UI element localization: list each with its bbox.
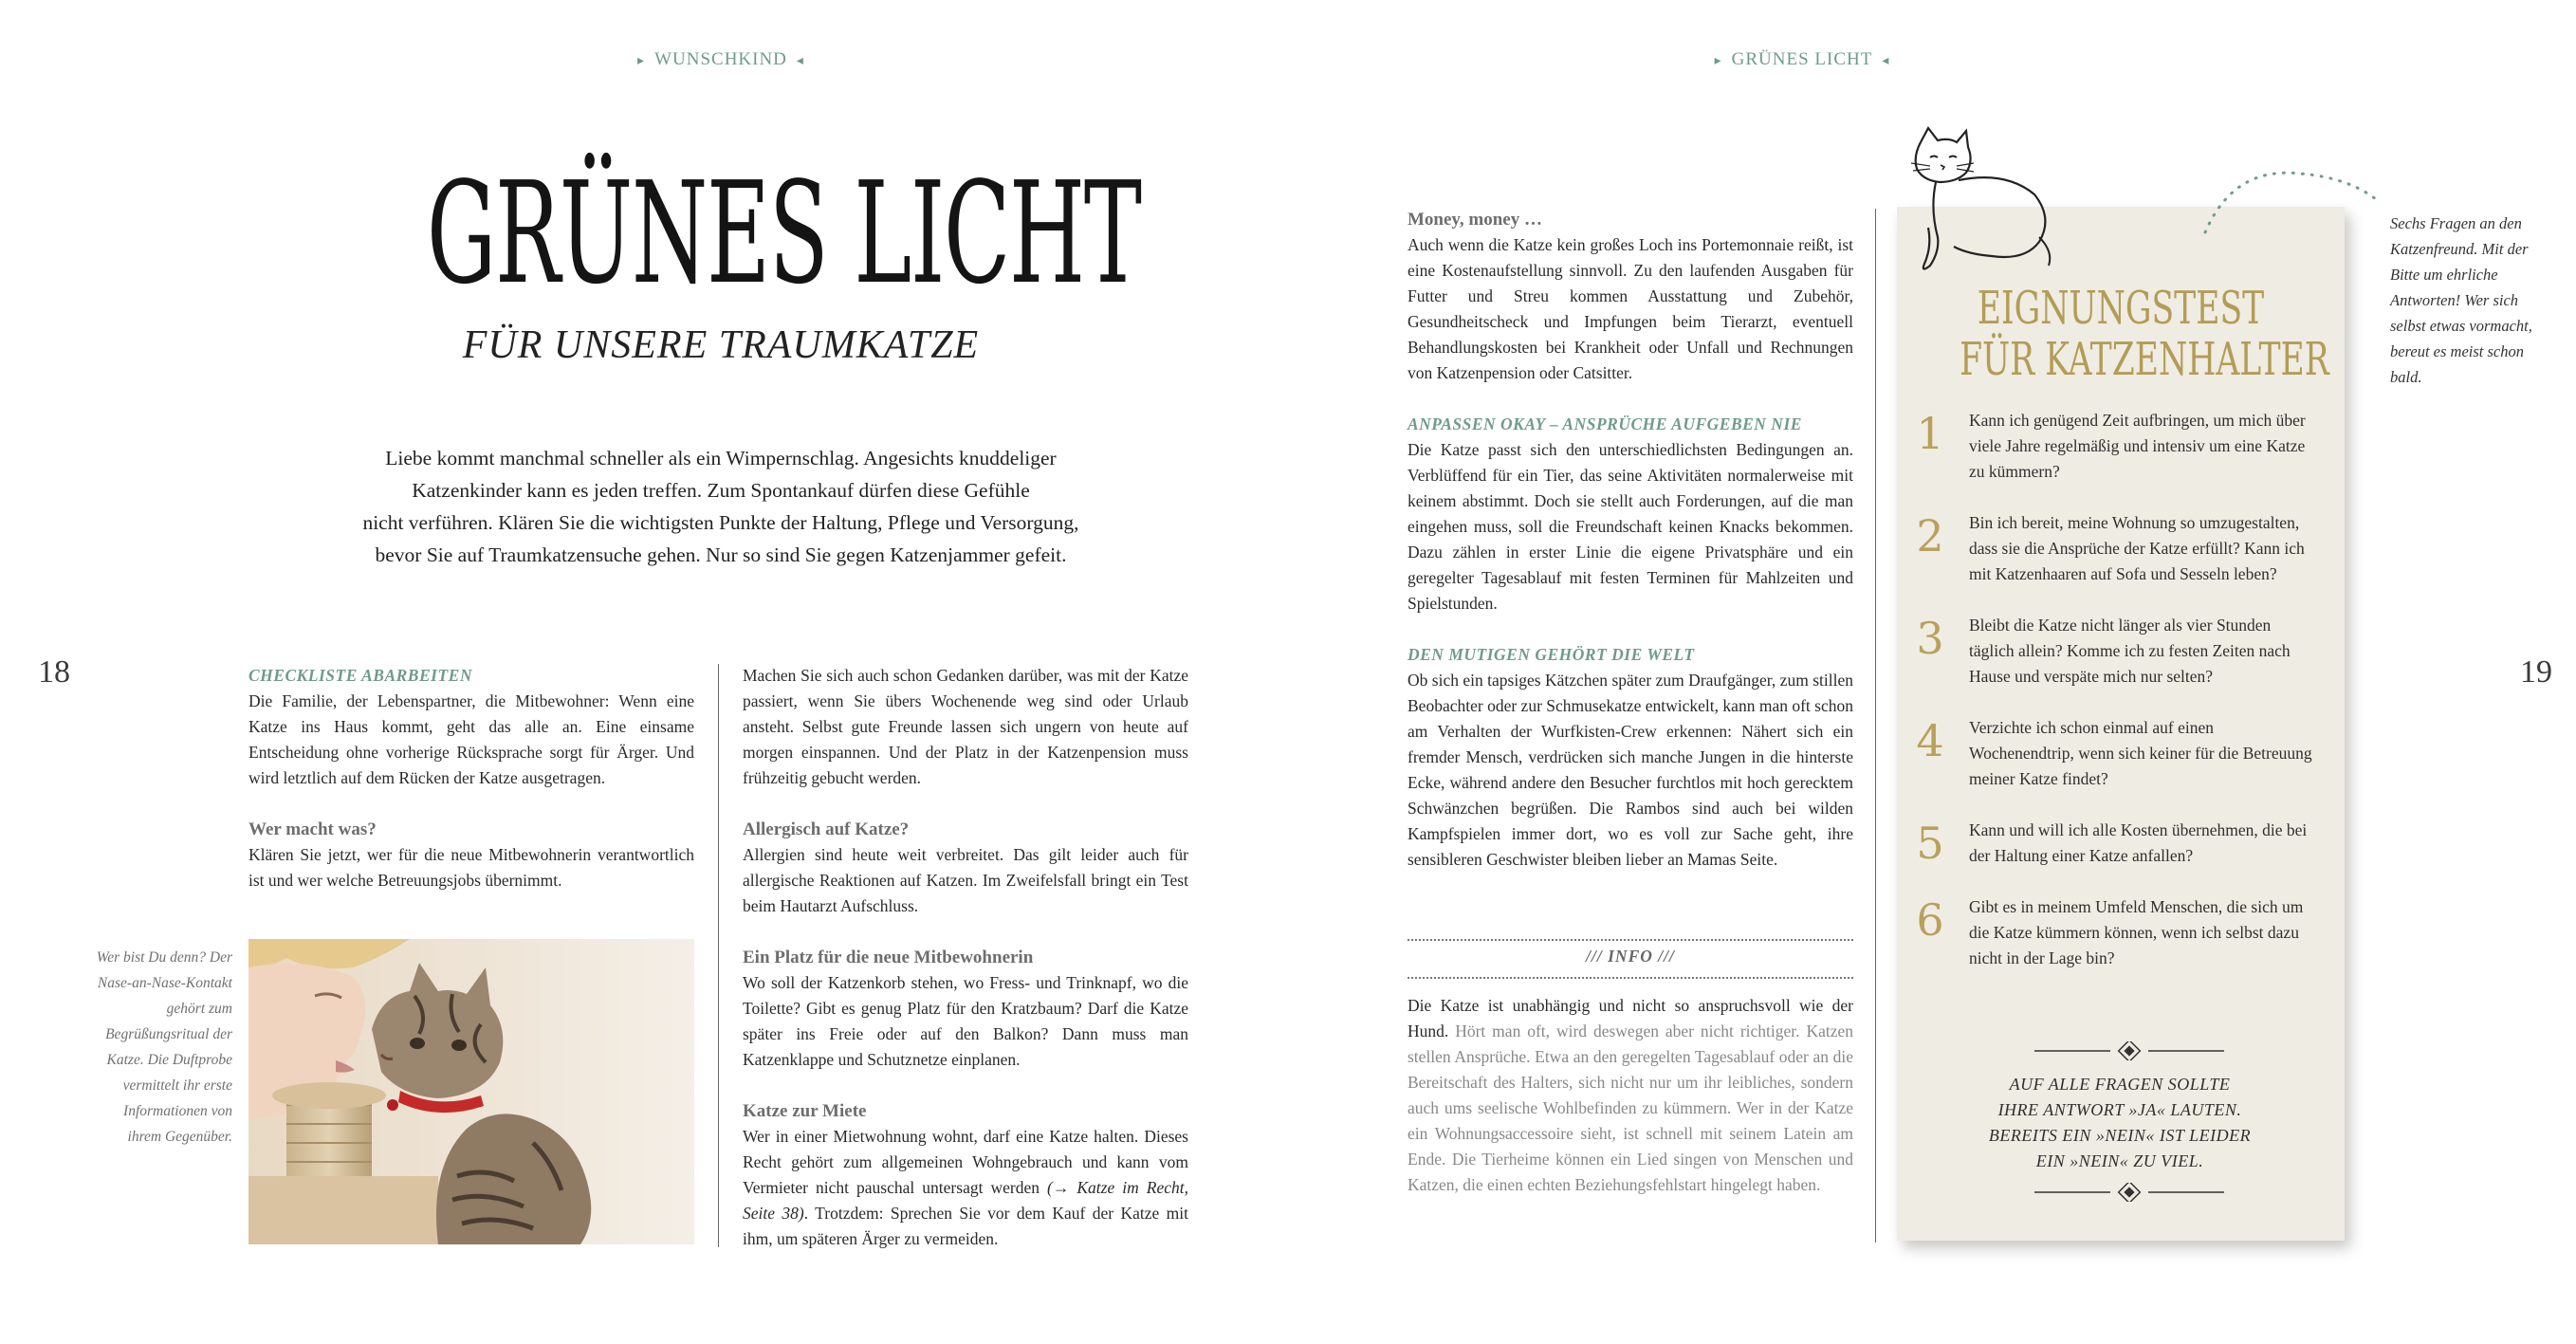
section-heading: ANPASSEN OKAY – ANSPRÜCHE AUFGEBEN NIE	[1408, 414, 1802, 433]
photo-caption: Wer bist Du denn? Der Nase-an-Nase-Kontakt gehört zum Begrüßungsritual der Katze. Die Duftprobe vermittelt ihr erste Informationen von ihrem Gegenüber.	[96, 949, 232, 1145]
answer-line: BEREITS EIN »NEIN« IST LEIDER	[1988, 1126, 2252, 1145]
intro-line: Katzenkinder kann es jeden treffen. Zum Spontankauf dürfen diese Gefühle	[412, 479, 1030, 502]
question-item	[1906, 894, 2333, 971]
triangle-right-icon: ▸	[637, 54, 646, 68]
cat-sketch-icon	[1902, 123, 2063, 275]
diamond-ornament-icon	[2034, 1041, 2224, 1060]
triangle-left-icon: ◂	[1882, 54, 1890, 68]
info-rule-top	[1408, 939, 1853, 941]
ornament-divider-top	[2034, 1041, 2224, 1060]
answer-line: AUF ALLE FRAGEN SOLLTE	[2009, 1075, 2231, 1094]
question-item	[1906, 613, 2333, 690]
question-text: Bin ich bereit, meine Wohnung so umzugestalten, dass sie die Ansprüche der Katze erfüllt? Kann ich mit Katzenhaaren auf Sofa und Sesseln leben?	[1969, 513, 2305, 583]
section-text: Machen Sie sich auch schon Gedanken darüber, was mit der Katze passiert, wenn Sie übers Wochenende weg sind oder Urlaub ansteht. Selbst gute Freunde lassen sich ungern von heute auf morgen einspannen. Und der Platz in der Katzenpension muss frühzeitig gebucht werden.	[743, 666, 1188, 787]
intro-line: bevor Sie auf Traumkatzensuche gehen. Nur so sind Sie gegen Katzenjammer gefeit.	[375, 543, 1067, 566]
intro-line: nicht verführen. Klären Sie die wichtigsten Punkte der Haltung, Pflege und Versorgung,	[362, 511, 1079, 534]
dotted-arrow-icon	[2196, 156, 2385, 242]
left-column-1	[248, 663, 694, 919]
diamond-ornament-icon	[2034, 1183, 2224, 1202]
cat-photo	[248, 939, 694, 1244]
question-number: 2	[1916, 510, 1944, 562]
question-list	[1906, 408, 2333, 997]
section-heading: DEN MUTIGEN GEHÖRT DIE WELT	[1408, 645, 1695, 664]
question-number: 4	[1916, 715, 1944, 766]
intro-paragraph	[285, 442, 1157, 571]
question-number: 3	[1916, 613, 1944, 664]
section-heading: CHECKLISTE ABARBEITEN	[248, 666, 472, 685]
question-item	[1906, 715, 2333, 792]
question-item	[1906, 510, 2333, 587]
section-text: Ob sich ein tapsiges Kätzchen später zum Draufgänger, zum stillen Beobachter oder zur Schmusekatze entwickelt, kann man oft schon am Verhalten der Wurfkisten-Crew erkennen: Nähert sich ein fremder Mensch, verdrücken sich manche Jungen in die hinterste Ecke, während andere den Besucher furchtlos mit hoch gerecktem Schwänzchen begrüßen. Die Rambos sind auch bei wilden Kampfspielen immer dort, wo es voll zur Sache geht, ihre sensibleren Geschwister bleiben lieber an Mamas Seite.	[1408, 671, 1853, 869]
running-head-left	[0, 49, 1442, 70]
section-text: Auch wenn die Katze kein großes Loch ins Portemonnaie reißt, ist eine Kostenaufstellung sinnvoll. Zu den laufenden Ausgaben für Futter und Streu kommen Ausstattung und Zubehör, Gesundheitscheck und Impfungen beim Tierarzt, eventuell Behandlungskosten bei Krankheit oder Unfall und Rechnungen von Katzenpension oder Catsitter.	[1408, 235, 1853, 382]
dotted-arc-decoration	[2196, 156, 2385, 242]
section-heading: Ein Platz für die neue Mitbewohnerin	[743, 948, 1034, 967]
question-text: Verzichte ich schon einmal auf einen Wochenendtrip, wenn sich keiner für die Betreuung meiner Katze findet?	[1969, 718, 2312, 788]
section-heading: Katze zur Miete	[743, 1101, 867, 1121]
question-text: Gibt es in meinem Umfeld Menschen, die sich um die Katze kümmern können, wenn ich selbst dazu nicht in der Lage bin?	[1969, 897, 2304, 967]
triangle-right-icon: ▸	[1714, 54, 1722, 68]
box-title-line1: EIGNUNGSTEST	[1977, 282, 2265, 335]
column-divider-right	[1875, 209, 1876, 1243]
question-number: 6	[1916, 894, 1944, 946]
info-text-rest: Hört man oft, wird deswegen aber nicht richtiger. Katzen stellen Ansprüche. Etwa an den geregelten Tagesablauf oder an die Bereitschaft des Halters, sich nicht nur um ihr leibliches, sondern auch ums seelische Wohlbefinden zu kümmern. Wer in der Katze ein Wohnungsaccessoire sieht, ist schnell mit seinem Latein am Ende. Die Tierheime können ein Lied singen von Menschen und Katzen, die einen echten Beziehungsfehlstart hingelegt haben.	[1408, 1022, 1853, 1194]
running-head-right	[1461, 49, 2144, 70]
section-heading: Allergisch auf Katze?	[743, 819, 910, 839]
section-text: Die Katze passt sich den unterschiedlichsten Bedingungen an. Verblüffend für ein Tier, das seine Aktivitäten normalerweise mit keinem abstimmt. Doch sie stellt auch Forderungen, auf die man eingehen muss, soll die Freundschaft keinen Knacks bekommen. Dazu zählen in erster Linie die eigene Privatsphäre und ein geregelter Tagesablauf mit festen Terminen für Mahlzeiten und Spielstunden.	[1408, 440, 1853, 613]
running-head-right-text: GRÜNES LICHT	[1731, 49, 1873, 69]
column-divider-left	[718, 664, 719, 1247]
section-heading: Money, money …	[1408, 210, 1542, 230]
box-answer	[1906, 1072, 2333, 1174]
info-rule-bottom	[1408, 977, 1853, 979]
section-text: Klären Sie jetzt, wer für die neue Mitbewohnerin verantwortlich ist und wer welche Betreuungsjobs übernimmt.	[248, 845, 694, 890]
title-block	[247, 152, 1195, 315]
sitting-cat-icon	[1902, 123, 2063, 275]
left-column-2	[743, 663, 1188, 1278]
section-text: Die Familie, der Lebenspartner, die Mitbewohner: Wenn eine Katze ins Haus kommt, geht das alle an. Eine einsame Entscheidung ohne vorherige Rücksprache sorgt für Ärger. Und wird letztlich auf dem Rücken der Katze ausgetragen.	[248, 691, 694, 787]
section-heading: Wer macht was?	[248, 819, 377, 839]
cross-reference-link[interactable]: (→ Katze im Recht, Seite 38)	[743, 1178, 1189, 1223]
section-text-part: . Trotzdem: Sprechen Sie vor dem Kauf der Katze mit ihm, um späteren Ärger zu vermeiden.	[743, 1204, 1188, 1248]
box-title-line2: FÜR KATZENHALTER	[1960, 333, 2329, 386]
running-head-left-text: WUNSCHKIND	[654, 49, 787, 69]
question-text: Bleibt die Katze nicht länger als vier Stunden täglich allein? Komme ich zu festen Zeiten nach Hause und verspäte mich nur selten?	[1969, 616, 2291, 686]
page-title: GRÜNES LICHT	[427, 152, 1141, 315]
ornament-divider-bottom	[2034, 1183, 2224, 1202]
question-item	[1906, 818, 2333, 869]
info-heading: /// INFO ///	[1586, 947, 1675, 966]
answer-line: EIN »NEIN« ZU VIEL.	[2035, 1151, 2204, 1170]
page-number-right: 19	[2520, 654, 2552, 690]
page-number-left: 18	[38, 654, 70, 690]
section-text: Allergien sind heute weit verbreitet. Das gilt leider auch für allergische Reaktionen auf Katzen. Im Zweifelsfall bringt ein Test beim Hautarzt Aufschluss.	[743, 845, 1188, 915]
right-column-1	[1408, 207, 1853, 898]
section-text-part: Wer in einer Mietwohnung wohnt, darf eine Katze halten. Dieses Recht gehört zum allgemeinen Wohngebrauch und kann vom Vermieter nicht pauschal untersagt werden	[743, 1127, 1188, 1197]
question-item	[1906, 408, 2333, 485]
section-text	[743, 1124, 1188, 1252]
woman-and-kitten-image	[248, 939, 694, 1244]
question-text: Kann und will ich alle Kosten übernehmen, die bei der Haltung einer Katze anfallen?	[1969, 820, 2308, 865]
question-number: 5	[1916, 818, 1944, 869]
question-text: Kann ich genügend Zeit aufbringen, um mich über viele Jahre regelmäßig und intensiv um eine Katze zu kümmern?	[1969, 411, 2306, 481]
question-number: 1	[1916, 408, 1944, 459]
triangle-left-icon: ◂	[796, 54, 804, 68]
margin-note: Sechs Fragen an den Katzenfreund. Mit der Bitte um ehrliche Antworten! Wer sich selbst etwas vormacht, bereut es meist schon bald.	[2390, 214, 2532, 386]
page-subtitle: FÜR UNSERE TRAUMKATZE	[462, 323, 980, 367]
answer-line: IHRE ANTWORT »JA« LAUTEN.	[1997, 1100, 2242, 1119]
section-text: Wo soll der Katzenkorb stehen, wo Fress- und Trinknapf, wo die Toilette? Gibt es genug Platz für den Kratzbaum? Darf die Katze später ins Freie oder auf den Balkon? Dann muss man Katzenklappe und Schutznetze einplanen.	[743, 973, 1188, 1069]
info-text	[1408, 993, 1853, 1198]
intro-line: Liebe kommt manchmal schneller als ein Wimpernschlag. Angesichts knuddeliger	[385, 447, 1057, 469]
info-text-lead: Die Katze ist unabhängig und nicht so anspruchsvoll wie der Hund.	[1408, 996, 1853, 1040]
